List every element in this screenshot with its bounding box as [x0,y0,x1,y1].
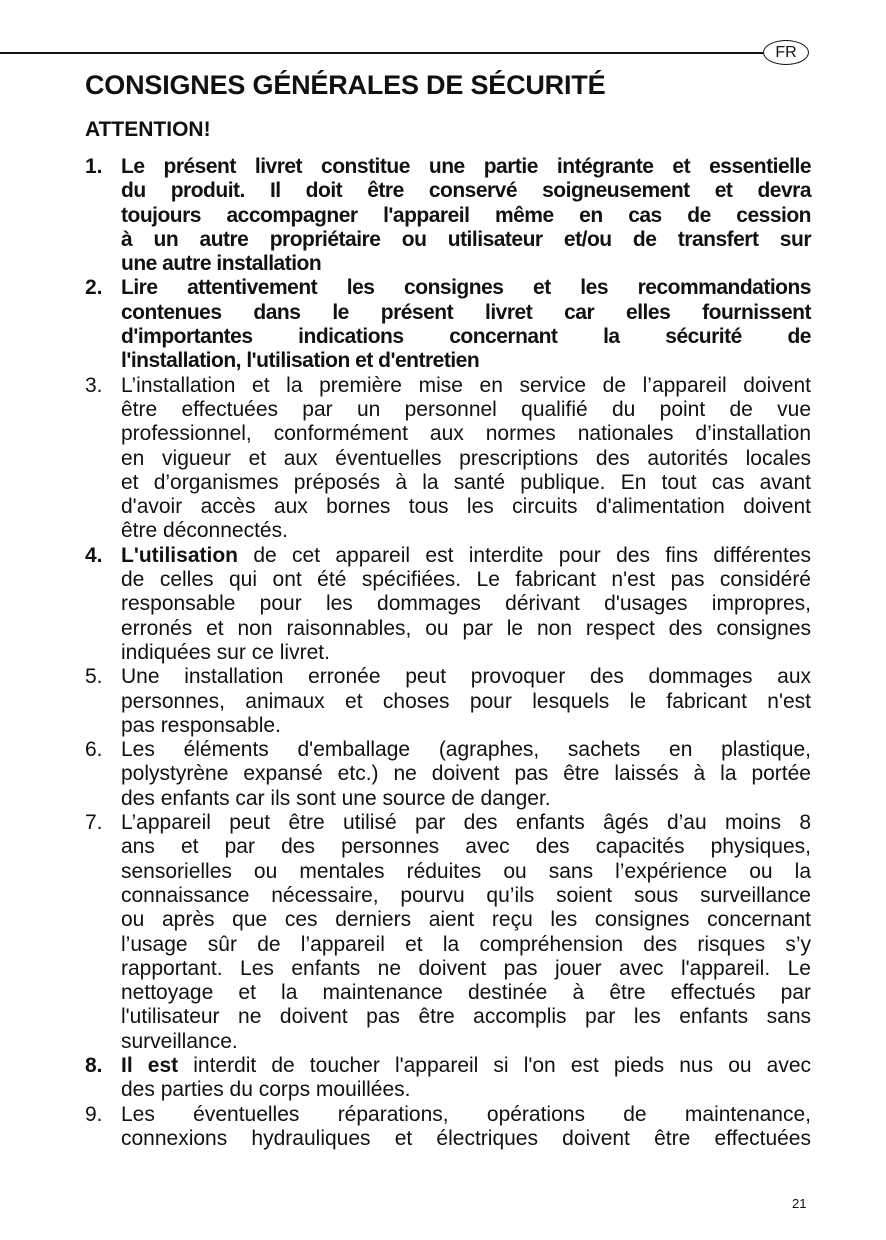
item-number: 7. [85,811,103,835]
item-line: Lire attentivement les consignes et les recommandations [121,276,811,300]
item-number: 2. [85,276,103,300]
item-line: erronés et non raisonnables, ou par le non respect des consignes [121,616,811,640]
item-number: 9. [85,1102,103,1126]
attention-heading: ATTENTION! [85,118,211,141]
item-line: ans et par des personnes avec des capacités physiques, [121,835,811,859]
item-line: connexions hydrauliques et électriques doivent être effectuées [121,1126,811,1150]
item-line: contenues dans le présent livret car elles fournissent [121,300,811,324]
item-line: sensorielles ou mentales réduites ou sans l’expérience ou la [121,859,811,883]
list-item [85,155,811,276]
item-line: pas responsable. [121,713,281,737]
item-line: L’appareil peut être utilisé par des enfants âgés d’au moins 8 [121,811,811,835]
item-line: des enfants car ils sont une source de danger. [121,786,551,810]
item-number: 4. [85,543,103,567]
item-line: être déconnectés. [121,519,288,543]
item-line: responsable pour les dommages dérivant d'usages impropres, [121,592,811,616]
item-line: indiquées sur ce livret. [121,640,330,664]
item-line: professionnel, conformément aux normes nationales d’installation [121,422,811,446]
list-item [85,1054,811,1103]
list-item [85,665,811,738]
item-text: de cet appareil est interdite pour des fins différentes [253,543,811,567]
item-line: Les éléments d'emballage (agraphes, sachets en plastique, [121,738,811,762]
language-badge: FR [763,40,809,65]
item-line: l'utilisateur ne doivent pas être accomplis par les enfants sans [121,1005,811,1029]
item-number: 5. [85,665,103,689]
item-number: 3. [85,373,103,397]
item-line: une autre installation [121,252,322,276]
item-line [121,544,811,568]
item-text: interdit de toucher l'appareil si l'on est pieds nus ou avec [178,1053,812,1077]
list-item [85,374,811,544]
item-line: rapportant. Les enfants ne doivent pas jouer avec l'appareil. Le [121,956,811,980]
header-rule [0,52,764,54]
item-line [121,1054,811,1078]
item-lead: Il est [121,1053,179,1077]
item-line: personnes, animaux et choses pour lesquels le fabricant n'est [121,689,811,713]
item-number: 1. [85,155,103,178]
item-line: polystyrène expansé etc.) ne doivent pas être laissés à la portée [121,762,811,786]
item-line: Une installation erronée peut provoquer des dommages aux [121,665,811,689]
item-line: nettoyage et la maintenance destinée à être effectués par [121,981,811,1005]
item-line: l'installation, l'utilisation et d'entretien [121,349,480,373]
item-line: à un autre propriétaire ou utilisateur et/ou de transfert sur [121,227,811,251]
item-line: et d’organismes préposés à la santé publique. En tout cas avant [121,470,811,494]
list-item [85,738,811,811]
item-line: Le présent livret constitue une partie intégrante et essentielle [121,155,811,178]
item-number: 8. [85,1053,103,1077]
item-line: d'avoir accès aux bornes tous les circuits d'alimentation doivent [121,495,811,519]
item-line: Les éventuelles réparations, opérations de maintenance, [121,1102,811,1126]
item-line: en vigueur et aux éventuelles prescriptions des autorités locales [121,446,811,470]
item-line: du produit. Il doit être conservé soigneusement et devra [121,179,811,203]
list-item [85,811,811,1054]
item-lead: L'utilisation [121,543,254,567]
list-item [85,544,811,665]
item-line: surveillance. [121,1029,238,1053]
item-line: d'importantes indications concernant la sécurité de [121,325,811,349]
item-line: L’installation et la première mise en service de l’appareil doivent [121,373,811,397]
item-number: 6. [85,738,103,762]
safety-instructions-list [85,155,811,1151]
item-line: ou après que ces derniers aient reçu les consignes concernant [121,908,811,932]
item-line: connaissance nécessaire, pourvu qu’ils soient sous surveillance [121,883,811,907]
list-item [85,276,811,373]
page-title: CONSIGNES GÉNÉRALES DE SÉCURITÉ [85,70,606,100]
item-line: toujours accompagner l'appareil même en cas de cession [121,203,811,227]
list-item [85,1103,811,1152]
item-line: de celles qui ont été spécifiées. Le fabricant n'est pas considéré [121,568,811,592]
item-line: être effectuées par un personnel qualifié du point de vue [121,397,811,421]
item-line: l’usage sûr de l’appareil et la compréhension des risques s’y [121,932,811,956]
item-line: des parties du corps mouillées. [121,1078,411,1102]
page-number: 21 [792,1196,807,1211]
